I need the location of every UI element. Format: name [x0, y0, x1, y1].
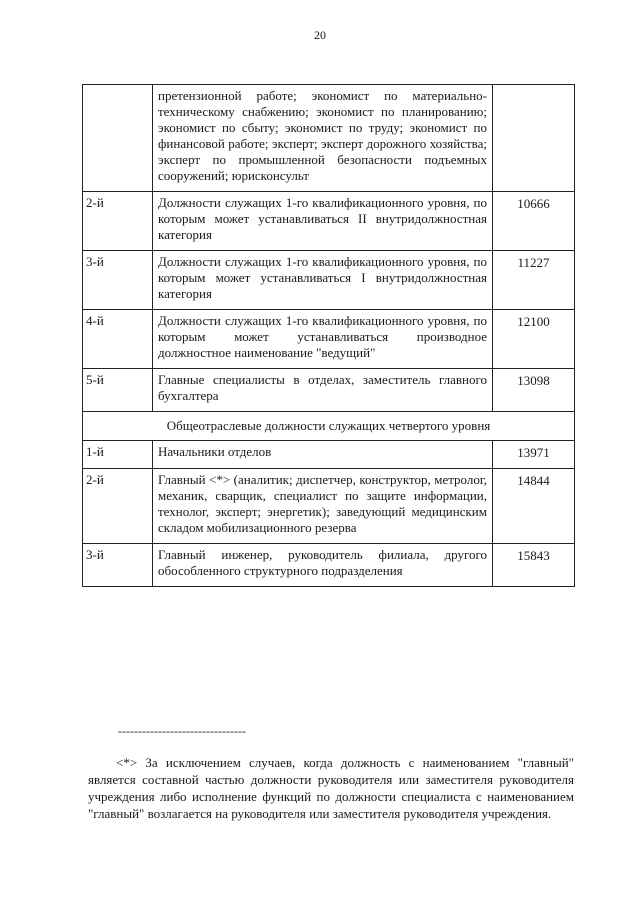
- table-row: [83, 469, 575, 544]
- description-cell: Должности служащих 1-го квалификационного уровня, по которым может устанавливаться производное должностное наименование "ведущий": [153, 310, 493, 369]
- salary-cell: 13098: [493, 369, 575, 412]
- level-cell: 2-й: [83, 192, 153, 251]
- level-cell: 4-й: [83, 310, 153, 369]
- level-cell: 5-й: [83, 369, 153, 412]
- description-cell: Должности служащих 1-го квалификационного уровня, по которым может устанавливаться II внутридолжностная категория: [153, 192, 493, 251]
- footnote-text: <*> За исключением случаев, когда должность с наименованием "главный" является составной частью должности руководителя или заместителя руководителя учреждения либо исполнение функций по должности специалиста с наименованием "главный" возлагается на руководителя или заместителя руководителя учреждения.: [88, 755, 574, 821]
- table-row: [83, 192, 575, 251]
- table-row: [83, 441, 575, 469]
- table-row: [83, 310, 575, 369]
- section-heading-row: [83, 412, 575, 441]
- table-row: [83, 544, 575, 587]
- salary-cell: 15843: [493, 544, 575, 587]
- table-row: [83, 85, 575, 192]
- salary-table: [82, 84, 575, 587]
- salary-cell: 12100: [493, 310, 575, 369]
- description-cell: Главные специалисты в отделах, заместитель главного бухгалтера: [153, 369, 493, 412]
- level-cell: 3-й: [83, 544, 153, 587]
- salary-cell: 10666: [493, 192, 575, 251]
- description-cell: Главный инженер, руководитель филиала, другого обособленного структурного подразделения: [153, 544, 493, 587]
- level-cell: 3-й: [83, 251, 153, 310]
- table-row: [83, 251, 575, 310]
- description-cell: Главный <*> (аналитик; диспетчер, конструктор, метролог, механик, сварщик, специалист по защите информации, технолог, эксперт; энергетик); заведующий медицинским складом мобилизационного резерва: [153, 469, 493, 544]
- salary-cell: 13971: [493, 441, 575, 469]
- level-cell: [83, 85, 153, 192]
- footnote-separator: --------------------------------: [118, 724, 246, 738]
- level-cell: 1-й: [83, 441, 153, 469]
- salary-cell: 14844: [493, 469, 575, 544]
- page-number: 20: [314, 28, 326, 42]
- description-cell: Должности служащих 1-го квалификационного уровня, по которым может устанавливаться I внутридолжностная категория: [153, 251, 493, 310]
- salary-cell: [493, 85, 575, 192]
- table-row: [83, 369, 575, 412]
- description-cell: претензионной работе; экономист по материально-техническому снабжению; экономист по планированию; экономист по сбыту; экономист по труду; экономист по финансовой работе; эксперт; эксперт дорожного хозяйства; эксперт по промышленной безопасности подъемных сооружений; юрисконсульт: [153, 85, 493, 192]
- section-heading: Общеотраслевые должности служащих четвертого уровня: [83, 412, 575, 441]
- salary-cell: 11227: [493, 251, 575, 310]
- description-cell: Начальники отделов: [153, 441, 493, 469]
- level-cell: 2-й: [83, 469, 153, 544]
